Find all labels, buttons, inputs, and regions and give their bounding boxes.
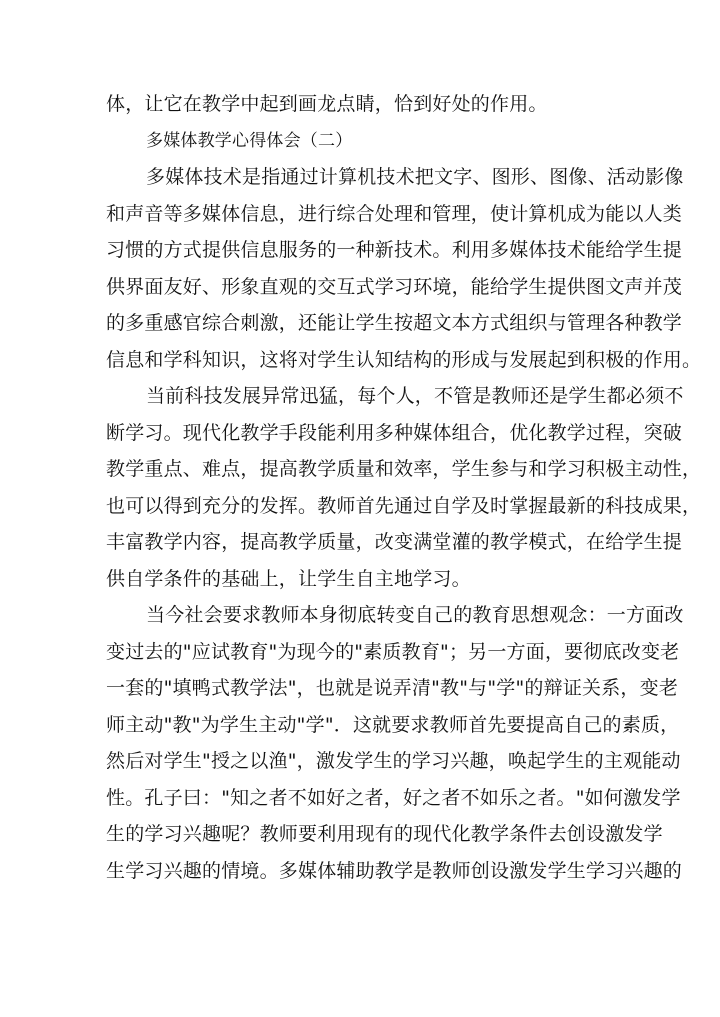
paragraph-line: 性。孔子曰："知之者不如好之者，好之者不如乐之者。"如何激发学 [106, 786, 681, 809]
paragraph-line: 一套的"填鸭式教学法"，也就是说弄清"教"与"学"的辩证关系，变老 [106, 677, 679, 699]
paragraph-line: 丰富教学内容，提高教学质量，改变满堂灌的教学模式，在给学生提 [106, 531, 683, 553]
paragraph-line: 教学重点、难点，提高教学质量和效率，学生参与和学习积极主动性， [106, 458, 702, 480]
paragraph-line: 然后对学生"授之以渔"，激发学生的学习兴趣，唤起学生的主观能动 [106, 750, 681, 772]
paragraph-line: 生的学习兴趣呢？教师要利用现有的现代化教学条件去创设激发学 [106, 823, 663, 845]
document-page [106, 86, 702, 889]
paragraph-line: 当前科技发展异常迅猛，每个人，不管是教师还是学生都必须不 [146, 385, 684, 407]
paragraph-line: 信息和学科知识，这将对学生认知结构的形成与发展起到积极的作用。 [106, 348, 702, 371]
paragraph-line: 也可以得到充分的发挥。教师首先通过自学及时掌握最新的科技成果， [106, 494, 702, 517]
paragraph-line: 多媒体技术是指通过计算机技术把文字、图形、图像、活动影像 [146, 166, 684, 188]
paragraph-line: 当今社会要求教师本身彻底转变自己的教育思想观念：一方面改 [146, 604, 684, 626]
paragraph-line: 的多重感官综合刺激，还能让学生按超文本方式组织与管理各种教学 [106, 312, 683, 334]
paragraph-line: 生学习兴趣的情境。多媒体辅助教学是教师创设激发学生学习兴趣的 [106, 859, 683, 882]
section-title: 多媒体教学心得体会（二） [146, 130, 353, 151]
continuation-line: 体，让它在教学中起到画龙点睛，恰到好处的作用。 [106, 93, 548, 115]
paragraph-line: 师主动"教"为学生主动"学"．这就要求教师首先要提高自己的素质， [106, 713, 680, 736]
paragraph-line: 供自学条件的基础上，让学生自主地学习。 [106, 567, 471, 590]
paragraph-line: 变过去的"应试教育"为现今的"素质教育"；另一方面，要彻底改变老 [106, 640, 680, 663]
paragraph-line: 断学习。现代化教学手段能利用多种媒体组合，优化教学过程，突破 [106, 421, 683, 444]
paragraph-2 [106, 378, 702, 597]
paragraph-line: 供界面友好、形象直观的交互式学习环境，能给学生提供图文声并茂 [106, 275, 683, 298]
paragraph-1 [106, 159, 702, 378]
paragraph-line: 和声音等多媒体信息，进行综合处理和管理，使计算机成为能以人类 [106, 202, 683, 225]
paragraph-line: 习惯的方式提供信息服务的一种新技术。利用多媒体技术能给学生提 [106, 239, 683, 261]
paragraph-3 [106, 597, 684, 889]
